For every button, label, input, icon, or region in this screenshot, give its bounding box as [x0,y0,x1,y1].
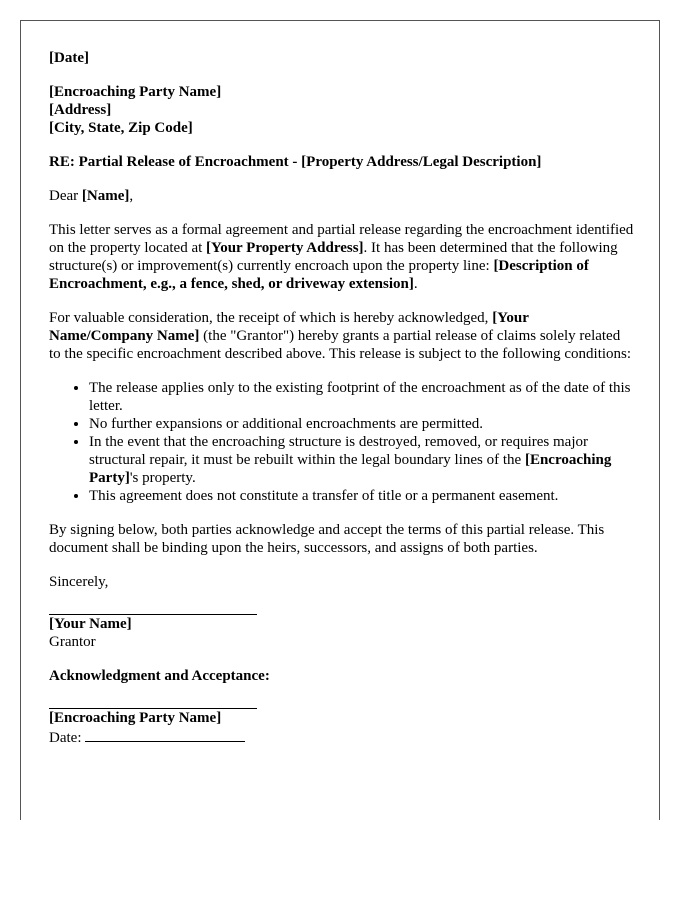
acknowledgment-heading: Acknowledgment and Acceptance: [49,668,270,684]
paragraph-consideration [49,309,635,363]
recipient-address: [Address] [49,102,112,118]
para2-text-2: (the "Grantor") hereby grants a partial release of claims solely related to the specific encroachment described above. This release is subject to the following conditions: [49,328,632,362]
salutation [49,187,635,205]
para1-text-2: . It has been determined that the following structure(s) or improvement(s) currently encroach upon the property line: [49,240,618,274]
property-address-placeholder: [Your Property Address] [206,240,364,256]
grantor-name: [Your Name] [49,616,132,632]
salutation-suffix: , [129,188,134,204]
condition-item: • No further expansions or additional encroachments are permitted. [89,415,635,433]
grantor-name-placeholder: [Your Name/Company Name] [49,310,529,344]
recipient-city: [City, State, Zip Code] [49,120,193,136]
para2-text-1: For valuable consideration, the receipt of which is hereby acknowledged, [49,310,493,326]
condition-item: • This agreement does not constitute a transfer of title or a permanent easement. [89,487,635,505]
paragraph-acceptance: By signing below, both parties acknowledge and accept the terms of this partial release. This document shall be binding upon the heirs, successors, and assigns of both parties. [49,522,605,556]
ack-date-label: Date: [49,730,86,746]
signature-space [49,591,635,613]
recipient-block [49,83,635,137]
ack-party-name: [Encroaching Party Name] [49,710,222,726]
ack-date-line[interactable] [85,727,245,742]
grantor-title: Grantor [49,634,96,650]
salutation-name: [Name] [81,188,130,204]
subject-line: RE: Partial Release of Encroachment - [Property Address/Legal Description] [49,154,542,170]
condition-item: • The release applies only to the existing footprint of the encroachment as of the date of this letter. [89,379,635,415]
closing: Sincerely, [49,574,109,590]
recipient-name: [Encroaching Party Name] [49,84,222,100]
letter-body [49,49,635,747]
salutation-prefix: Dear [49,188,82,204]
para1-text-1: This letter serves as a formal agreement and partial release regarding the encroachment identified on the property located at [49,222,634,256]
letter-date: [Date] [49,50,89,66]
para1-text-3: . [413,276,418,292]
encroachment-description-placeholder: [Description of Encroachment, e.g., a fence, shed, or driveway extension] [49,258,589,292]
letter-page [20,20,660,820]
conditions-list [49,379,635,505]
condition-item [89,433,635,487]
ack-signature-space [49,685,635,707]
ack-date-row [49,727,635,747]
condition-3-text-1: In the event that the encroaching structure is destroyed, removed, or requires major structural repair, it must be rebuilt within the legal boundary lines of the [89,434,588,468]
condition-3-text-2: 's property. [129,470,196,486]
encroaching-party-placeholder: [Encroaching Party] [89,452,612,486]
paragraph-intro [49,221,635,293]
